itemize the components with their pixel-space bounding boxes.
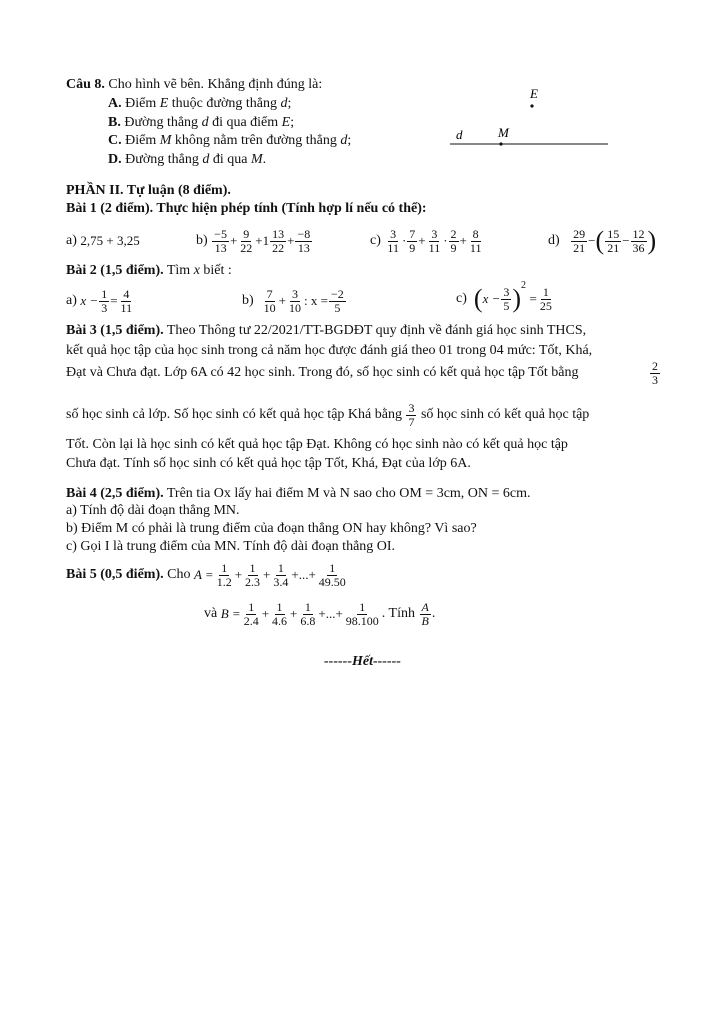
math-op: +	[459, 233, 467, 248]
math-lhs: A =	[193, 567, 214, 582]
math-op: +1	[255, 233, 270, 248]
bai2-b	[242, 282, 347, 320]
right-paren: )	[647, 226, 657, 255]
math-expr: x −	[482, 291, 501, 306]
item-label: a)	[66, 233, 77, 248]
math-op: +	[287, 233, 295, 248]
fraction: $\frac{1}{4.6}$	[272, 599, 288, 628]
bai1-d	[548, 222, 656, 260]
math-op: −	[622, 233, 630, 248]
bai4-text: Trên tia Ox lấy hai điểm M và N sao cho OM = 3cm, ON = 6cm.	[166, 486, 531, 501]
bai5-text: và	[204, 606, 218, 621]
option-end: ;	[290, 115, 295, 130]
q8-option-c	[108, 133, 351, 149]
fraction: $\frac{A}{B}$	[421, 599, 429, 628]
bai4-b: b) Điểm M có phải là trung điểm của đoạn thẳng ON hay không? Vì sao?	[66, 521, 477, 536]
math-op: +	[278, 293, 287, 308]
option-text: Đường thẳng	[124, 115, 199, 130]
option-text: thuộc đường thẳng	[171, 96, 277, 111]
point-e	[530, 104, 533, 107]
item-label: c)	[456, 291, 467, 306]
bai2-text: Tìm	[166, 263, 191, 278]
item-label: a)	[66, 293, 77, 308]
math-op: +	[418, 233, 426, 248]
q8-option-b	[108, 115, 294, 131]
option-end: ;	[347, 133, 352, 148]
left-paren: (	[473, 284, 483, 313]
math-op: +	[229, 233, 238, 248]
item-label: d)	[548, 233, 560, 248]
fraction: $\frac{2}{3}$	[652, 358, 658, 387]
left-paren: (	[595, 226, 605, 255]
option-letter: B.	[108, 115, 121, 130]
fraction: $\frac{12}{36}$	[632, 226, 645, 255]
fraction: $\frac{2}{9}$	[450, 226, 457, 255]
bai3-line-4	[66, 396, 589, 434]
option-end: ;	[287, 96, 292, 111]
fraction: $\frac{1}{3}$	[101, 286, 108, 315]
point-m-label: M	[498, 125, 509, 140]
bai2-a	[66, 282, 135, 320]
option-text: Điểm	[125, 96, 157, 111]
bai3-line-5: Tốt. Còn lại là học sinh có kết quả học tập Đạt. Không có học sinh nào có kết quả học tập	[66, 437, 568, 452]
math-op: =	[529, 291, 537, 306]
bai4-a: a) Tính độ dài đoạn thẳng MN.	[66, 503, 240, 518]
bai5-line-b: và B = $\frac{1}{2.4}$ + $\frac{1}{4.6}$ + $\frac{1}{6.8}$ +...+ $\frac{1}{98.100}$ . Tính $\frac{A}{B}$ .	[204, 599, 436, 628]
bai3-text: số học sinh có kết quả học tập	[420, 407, 590, 422]
fraction: $\frac{-2}{5}$	[330, 286, 344, 315]
bai5-end: .	[431, 606, 436, 621]
bai1-a	[66, 226, 140, 256]
q8-option-d	[108, 152, 266, 168]
math-op: ·	[401, 233, 407, 248]
bai4-line-1	[66, 486, 531, 502]
math-op: +...+	[318, 606, 343, 621]
item-label: b)	[242, 293, 254, 308]
math-op: +...+	[291, 567, 316, 582]
bai2-c	[456, 278, 555, 320]
fraction: $\frac{7}{9}$	[409, 226, 416, 255]
option-text: không nằm trên đường thẳng	[174, 133, 337, 148]
q8-label: Câu 8.	[66, 77, 105, 92]
bai4-label: Bài 4 (2,5 điểm).	[66, 486, 164, 501]
bai3-text: Đạt và Chưa đạt. Lớp 6A có 42 học sinh. Trong đó, số học sinh có kết quả học tập Tốt bằng	[66, 365, 579, 380]
math-var: d	[202, 152, 210, 167]
fraction: $\frac{7}{10}$	[263, 286, 276, 315]
math-var: d	[201, 115, 209, 130]
fraction: $\frac{1}{49.50}$	[318, 560, 346, 589]
q8-text: Cho hình vẽ bên. Khẳng định đúng là:	[108, 77, 323, 92]
q8-stem	[66, 77, 322, 93]
bai3-text: số học sinh cả lớp. Số học sinh có kết quả học tập Khá bằng	[66, 407, 402, 422]
option-text: đi qua	[212, 152, 248, 167]
fraction: $\frac{1}{2.4}$	[243, 599, 259, 628]
math-op: −	[588, 233, 596, 248]
fraction: $\frac{15}{21}$	[607, 226, 620, 255]
option-letter: C.	[108, 133, 122, 148]
fraction: $\frac{29}{21}$	[573, 226, 586, 255]
bai3-text: Theo Thông tư 22/2021/TT-BGDĐT quy định về đánh giá học sinh THCS,	[166, 323, 587, 338]
math-var: E	[159, 96, 169, 111]
math-var: x	[193, 263, 200, 278]
bai1-title: Bài 1 (2 điểm). Thực hiện phép tính (Tính hợp lí nếu có thể):	[66, 201, 427, 216]
math-lhs: B =	[220, 606, 241, 621]
option-text: Đường thẳng	[125, 152, 199, 167]
fraction: $\frac{-5}{13}$	[214, 226, 227, 255]
fraction: $\frac{8}{11}$	[469, 226, 482, 255]
fraction: $\frac{1}{98.100}$	[345, 599, 379, 628]
math-var: d	[340, 133, 348, 148]
fraction: $\frac{9}{22}$	[240, 226, 253, 255]
fraction: $\frac{1}{3.4}$	[273, 560, 289, 589]
math-var: E	[281, 115, 291, 130]
math-op: ·	[443, 233, 448, 248]
bai5-text: Cho	[167, 567, 191, 582]
bai3-line-3	[66, 354, 661, 392]
part2-title: PHẦN II. Tự luận (8 điểm).	[66, 183, 231, 198]
bai2-text: biết :	[203, 263, 232, 278]
bai2-title	[66, 263, 232, 279]
exponent: 2	[521, 280, 527, 291]
bai2-label: Bài 2 (1,5 điểm).	[66, 263, 164, 278]
fraction: $\frac{1}{6.8}$	[300, 599, 316, 628]
bai1-b	[196, 222, 313, 260]
option-text: đi qua điểm	[212, 115, 279, 130]
q8-figure	[440, 82, 620, 152]
math-expr: 2,75 + 3,25	[80, 233, 140, 248]
line-d-label: d	[456, 127, 463, 142]
math-var: d	[280, 96, 288, 111]
bai5-label: Bài 5 (0,5 điểm).	[66, 567, 164, 582]
bai5-text: . Tính	[381, 606, 415, 621]
bai3-line-2: kết quả học tập của học sinh trong cả năm học được đánh giá theo 01 trong 04 mức: Tốt, Khá,	[66, 343, 593, 358]
bai1-c	[370, 222, 484, 260]
bai3-line-1	[66, 323, 586, 339]
math-expr: : x =	[304, 293, 328, 308]
option-letter: A.	[108, 96, 122, 111]
fraction: $\frac{1}{2.3}$	[245, 560, 261, 589]
fraction: $\frac{-8}{13}$	[297, 226, 311, 255]
bai3-label: Bài 3 (1,5 điểm).	[66, 323, 164, 338]
point-e-label: E	[530, 86, 538, 101]
fraction: $\frac{3}{11}$	[387, 226, 399, 255]
fraction: $\frac{3}{5}$	[503, 284, 510, 313]
fraction: $\frac{1}{1.2}$	[216, 560, 232, 589]
q8-option-a	[108, 96, 291, 112]
math-op: =	[110, 293, 118, 308]
fraction: $\frac{3}{7}$	[408, 400, 415, 429]
math-var: M	[159, 133, 172, 148]
option-letter: D.	[108, 152, 122, 167]
bai4-c: c) Gọi I là trung điểm của MN. Tính độ dài đoạn thẳng OI.	[66, 539, 396, 554]
bai3-line-6: Chưa đạt. Tính số học sinh có kết quả học tập Tốt, Khá, Đạt của lớp 6A.	[66, 456, 471, 471]
bai5-line-a: Bài 5 (0,5 điểm). Cho A = $\frac{1}{1.2}$ + $\frac{1}{2.3}$ + $\frac{1}{3.4}$ +...+ $\frac{1}{49.50}$	[66, 560, 346, 589]
fraction: $\frac{4}{11}$	[120, 286, 133, 315]
fraction: $\frac{3}{11}$	[428, 226, 441, 255]
point-m	[499, 142, 502, 145]
end-marker: ------Hết------	[324, 654, 401, 669]
math-expr: x −	[80, 293, 99, 308]
right-paren: )	[512, 284, 522, 313]
fraction: $\frac{3}{10}$	[289, 286, 302, 315]
item-label: c)	[370, 233, 381, 248]
option-text: Điểm	[125, 133, 157, 148]
fraction: $\frac{1}{25}$	[539, 284, 552, 313]
fraction: $\frac{13}{22}$	[272, 226, 285, 255]
math-var: M	[250, 152, 263, 167]
option-end: .	[262, 152, 267, 167]
item-label: b)	[196, 233, 208, 248]
